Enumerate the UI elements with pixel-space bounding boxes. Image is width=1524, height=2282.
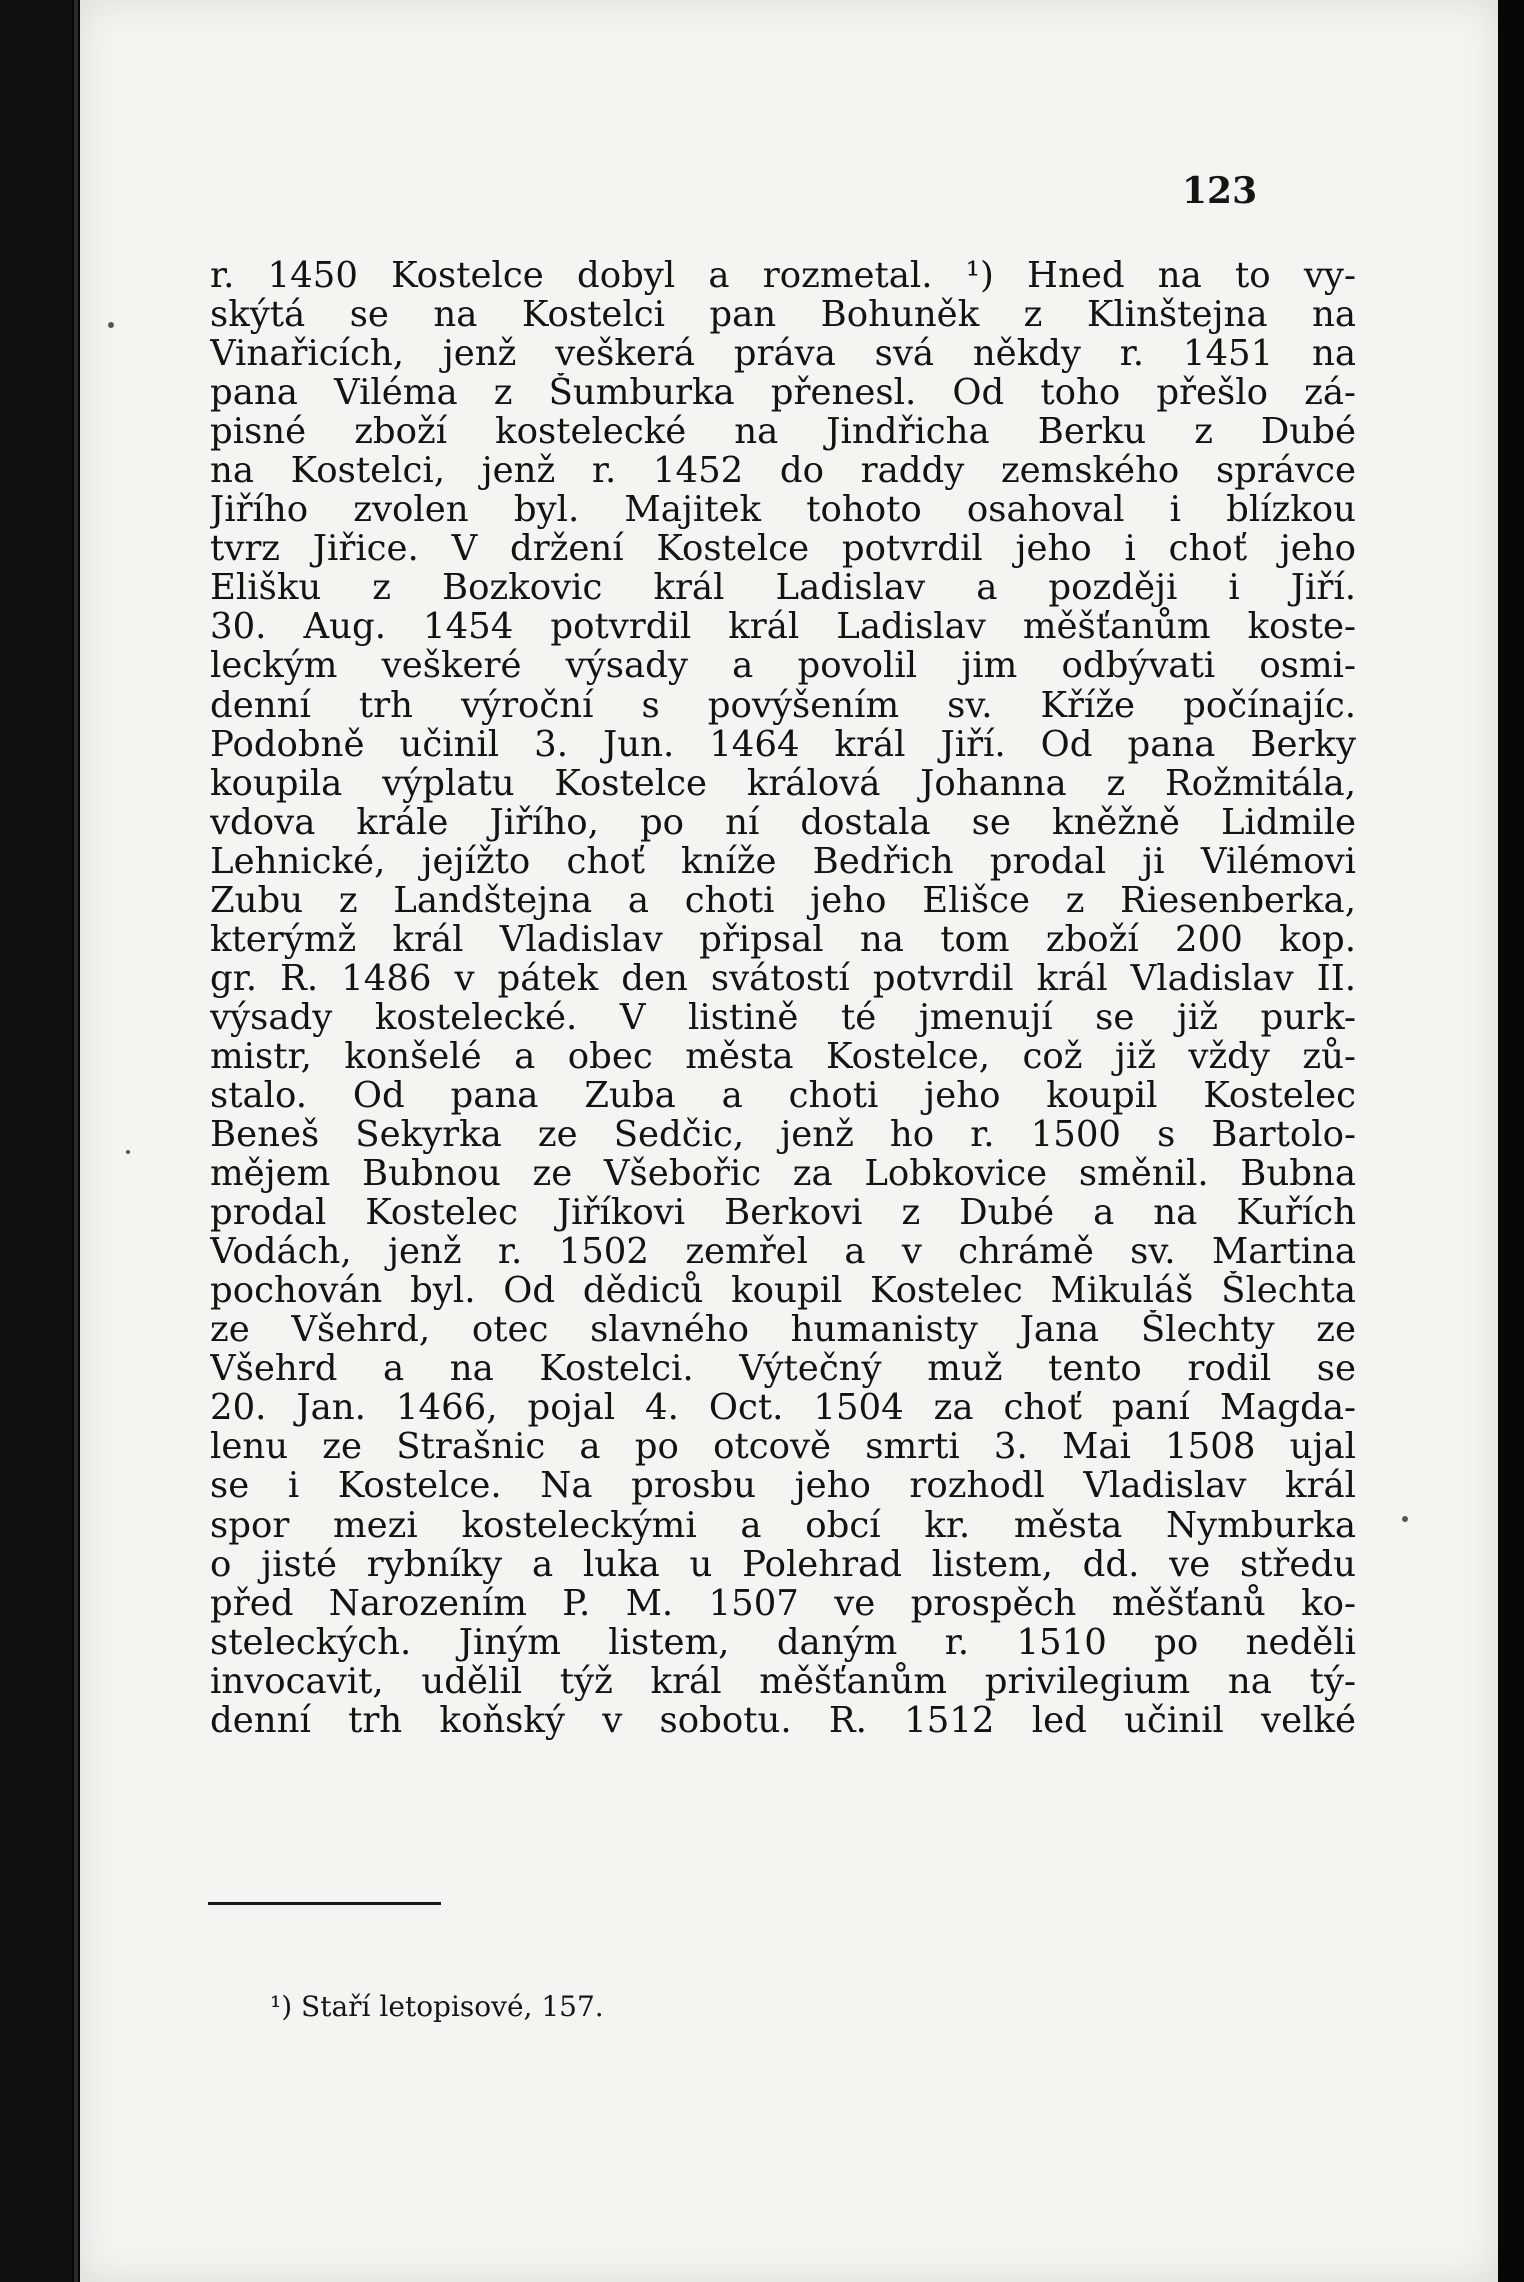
text-line: ze Všehrd, otec slavného humanisty Jana Šlechty ze xyxy=(210,1310,1356,1350)
text-line: koupila výplatu Kostelce králová Johanna z Rožmitála, xyxy=(210,763,1356,803)
text-line: 20. Jan. 1466, pojal 4. Oct. 1504 za choť paní Magda- xyxy=(210,1388,1356,1428)
text-line: Jiřího zvolen byl. Majitek tohoto osahoval i blízkou xyxy=(210,490,1356,530)
text-line: Zubu z Landštejna a choti jeho Elišce z Riesenberka, xyxy=(210,880,1356,920)
footnote-rule xyxy=(208,1902,441,1905)
text-line: skýtá se na Kostelci pan Bohuněk z Klinštejna na xyxy=(210,295,1356,335)
text-line: steleckých. Jiným listem, daným r. 1510 po neděli xyxy=(210,1622,1356,1662)
text-line: pisné zboží kostelecké na Jindřicha Berku z Dubé xyxy=(210,412,1356,452)
page-edge-line xyxy=(74,0,78,2282)
text-line: o jisté rybníky a luka u Polehrad listem, dd. ve středu xyxy=(210,1544,1356,1584)
page-number: 123 xyxy=(1182,170,1258,212)
page-body xyxy=(210,256,1356,1740)
text-line: leckým veškeré výsady a povolil jim odbývati osmi- xyxy=(210,646,1356,686)
text-line: výsady kostelecké. V listině té jmenují se již purk- xyxy=(210,997,1356,1037)
scan-left-margin xyxy=(0,0,72,2282)
text-line: invocavit, udělil týž král měšťanům privilegium na tý- xyxy=(210,1661,1356,1701)
text-line: tvrz Jiřice. V držení Kostelce potvrdil jeho i choť jeho xyxy=(210,529,1356,569)
book-page xyxy=(80,0,1498,2282)
text-line: Beneš Sekyrka ze Sedčic, jenž ho r. 1500 s Bartolo- xyxy=(210,1115,1356,1155)
text-line: před Narozením P. M. 1507 ve prospěch měšťanů ko- xyxy=(210,1583,1356,1623)
text-line: pana Viléma z Šumburka přenesl. Od toho přešlo zá- xyxy=(210,373,1356,413)
text-line: na Kostelci, jenž r. 1452 do raddy zemského správce xyxy=(210,451,1356,491)
text-line: denní trh výroční s povýšením sv. Kříže počínajíc. xyxy=(210,685,1356,725)
text-line: Vodách, jenž r. 1502 zemřel a v chrámě sv. Martina xyxy=(210,1232,1356,1272)
print-speck xyxy=(1402,1516,1408,1522)
text-line: mějem Bubnou ze Všebořic za Lobkovice směnil. Bubna xyxy=(210,1154,1356,1194)
text-line: kterýmž král Vladislav připsal na tom zboží 200 kop. xyxy=(210,919,1356,959)
text-line: gr. R. 1486 v pátek den svátostí potvrdil král Vladislav II. xyxy=(210,958,1356,998)
print-speck xyxy=(126,1150,130,1154)
text-line: Všehrd a na Kostelci. Výtečný muž tento rodil se xyxy=(210,1349,1356,1389)
text-line: se i Kostelce. Na prosbu jeho rozhodl Vladislav král xyxy=(210,1466,1356,1506)
text-line: r. 1450 Kostelce dobyl a rozmetal. ¹) Hned na to vy- xyxy=(210,256,1356,296)
text-line: mistr, konšelé a obec města Kostelce, což již vždy zů- xyxy=(210,1036,1356,1076)
text-line: spor mezi kosteleckými a obcí kr. města Nymburka xyxy=(210,1505,1356,1545)
text-line: vdova krále Jiřího, po ní dostala se kněžně Lidmile xyxy=(210,802,1356,842)
text-line: Elišku z Bozkovic král Ladislav a později i Jiří. xyxy=(210,568,1356,608)
text-line: pochován byl. Od dědiců koupil Kostelec Mikuláš Šlechta xyxy=(210,1271,1356,1311)
footnote: ¹) Staří letopisové, 157. xyxy=(270,1990,604,2023)
text-line: 30. Aug. 1454 potvrdil král Ladislav měšťanům koste- xyxy=(210,607,1356,647)
text-line: Lehnické, jejížto choť kníže Bedřich prodal ji Vilémovi xyxy=(210,841,1356,881)
text-line: prodal Kostelec Jiříkovi Berkovi z Dubé a na Kuřích xyxy=(210,1193,1356,1233)
text-line: stalo. Od pana Zuba a choti jeho koupil Kostelec xyxy=(210,1075,1356,1116)
text-line: denní trh koňský v sobotu. R. 1512 led učinil velké xyxy=(210,1700,1356,1740)
text-line: lenu ze Strašnic a po otcově smrti 3. Mai 1508 ujal xyxy=(210,1427,1356,1467)
text-line: Vinařicích, jenž veškerá práva svá někdy r. 1451 na xyxy=(210,334,1356,374)
text-line: Podobně učinil 3. Jun. 1464 král Jiří. Od pana Berky xyxy=(210,724,1356,764)
print-speck xyxy=(108,322,114,328)
